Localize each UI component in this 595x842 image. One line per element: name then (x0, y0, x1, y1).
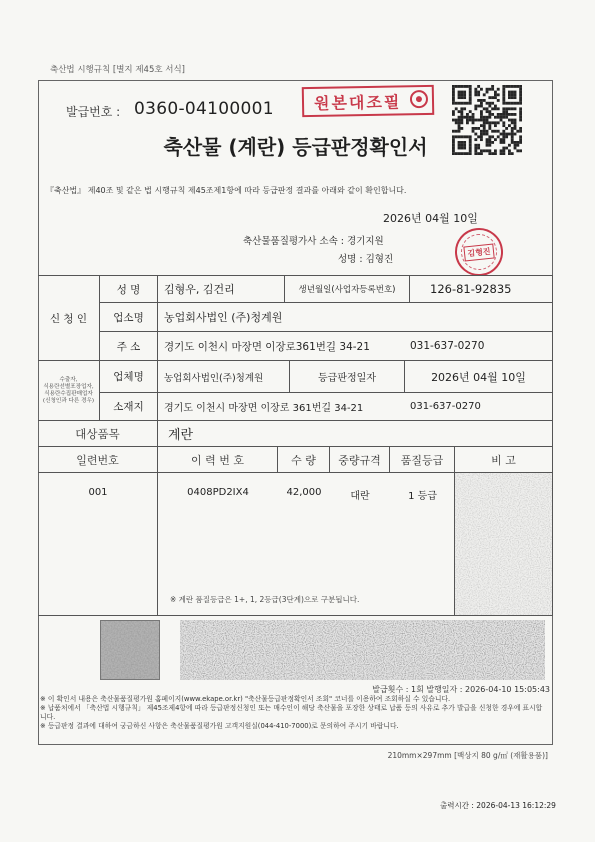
document-title: 축산물 (계란) 등급판정확인서 (163, 135, 428, 159)
applicant-section-label: 신 청 인 (38, 276, 100, 361)
issuance-info: 발급횟수 : 1회 발행일자 : 2026-04-10 15:05:43 (372, 685, 550, 694)
packer-section-line: 식용란선별포장업자, (43, 383, 94, 390)
footnote: ※ 등급판정 결과에 대하여 궁금하신 사항은 축산물품질평가원 고객지원실(044-410-7000)로 문의하여 주시기 바랍니다. (40, 722, 399, 730)
row-serial: 001 (88, 487, 108, 498)
row-quantity: 42,000 (286, 487, 322, 498)
header-quality-grade: 품질등급 (390, 447, 455, 473)
company-label: 업체명 (100, 361, 158, 393)
packer-section-line: 식용란수집판매업자 (44, 390, 93, 397)
applicant-name: 김형우, 김건리 (158, 276, 285, 303)
issue-number: 0360-04100001 (134, 99, 274, 119)
stamp-emblem-icon (410, 90, 428, 108)
header-remarks: 비 고 (455, 447, 553, 473)
certificate-table (38, 275, 553, 616)
issue-number-label: 발급번호 : (66, 105, 121, 119)
footnote: ※ 납품처에서 「축산법 시행규칙」 제45조제4항에 따라 등급판정신청인 또는 매수인이 해당 축산물을 포장한 상태로 납품 등의 사유로 추가 발급을 신청한 경우에 표시합니다. (40, 704, 543, 721)
form-code: 축산법 시행규칙 [별지 제45호 서식] (50, 65, 186, 75)
header-history-number: 이 력 번 호 (158, 447, 278, 473)
company-name: 농업회사법인(주)청계원 (158, 361, 290, 393)
item-label: 대상품목 (38, 421, 158, 447)
row-weight-class: 대란 (350, 491, 370, 502)
address-cell (158, 332, 553, 361)
stamp-text: 원본대조필 (313, 91, 402, 113)
business-name-label: 업소명 (100, 303, 158, 332)
location-cell (158, 393, 553, 421)
paper-spec: 210mm×297mm [백상지 80 g/㎡ (재활용품)] (387, 751, 548, 760)
business-name: 농업회사법인 (주)청계원 (158, 303, 553, 332)
grader-affiliation: 축산물품질평가사 소속 : 경기지원 (243, 236, 384, 247)
location-label: 소재지 (100, 393, 158, 421)
grading-date: 2026년 04월 10일 (405, 361, 553, 393)
packer-section-label (38, 361, 100, 421)
row-history-number: 0408PD2IX4 (187, 487, 249, 498)
applicant-address: 경기도 이천시 마장면 이장로361번길 34-21 (164, 340, 370, 353)
seal-ring (459, 232, 499, 272)
header-quantity: 수 량 (278, 447, 330, 473)
grader-name: 성명 : 김형진 (338, 254, 394, 265)
header-serial: 일련번호 (38, 447, 158, 473)
security-pattern (180, 620, 545, 680)
original-verified-stamp (302, 85, 435, 117)
item-value: 계란 (158, 421, 553, 447)
footnotes (40, 695, 548, 731)
seal-name: 김형진 (464, 243, 495, 261)
certificate-date: 2026년 04월 10일 (383, 212, 478, 225)
remarks-column (455, 473, 553, 616)
registration-number: 126-81-92835 (410, 276, 553, 303)
remarks-speckle (455, 473, 552, 615)
print-time: 출력시간 : 2026-04-13 16:12:29 (440, 801, 556, 810)
applicant-phone: 031-637-0270 (410, 340, 485, 352)
grading-date-label: 등급판정일자 (290, 361, 405, 393)
legal-statement: 『축산법』 제40조 및 같은 법 시행규칙 제45조제1항에 따라 등급판정 결과를 아래와 같이 확인합니다. (46, 186, 407, 195)
packer-location: 경기도 이천시 마장면 이장로 361번길 34-21 (164, 403, 364, 414)
packer-phone: 031-637-0270 (410, 401, 481, 412)
row-quality-grade: 1 등급 (408, 491, 437, 502)
grade-note: ※ 계란 품질등급은 1+, 1, 2등급(3단계)으로 구분됩니다. (170, 595, 360, 604)
footnote: ※ 이 확인서 내용은 축산물품질평가원 홈페이지(www.ekape.or.kr) "축산물등급판정확인서 조회" 코너를 이용하여 조회하실 수 있습니다. (40, 695, 451, 703)
address-label: 주 소 (100, 332, 158, 361)
packer-section-line: (신청인과 다른 경우) (42, 397, 95, 404)
applicant-name-label: 성 명 (100, 276, 158, 303)
header-weight-class: 중량규격 (330, 447, 390, 473)
registration-number-label: 생년월일(사업자등록번호) (285, 276, 410, 303)
packer-section-line: 수출자, (59, 376, 78, 383)
hologram-security-mark (100, 620, 160, 680)
